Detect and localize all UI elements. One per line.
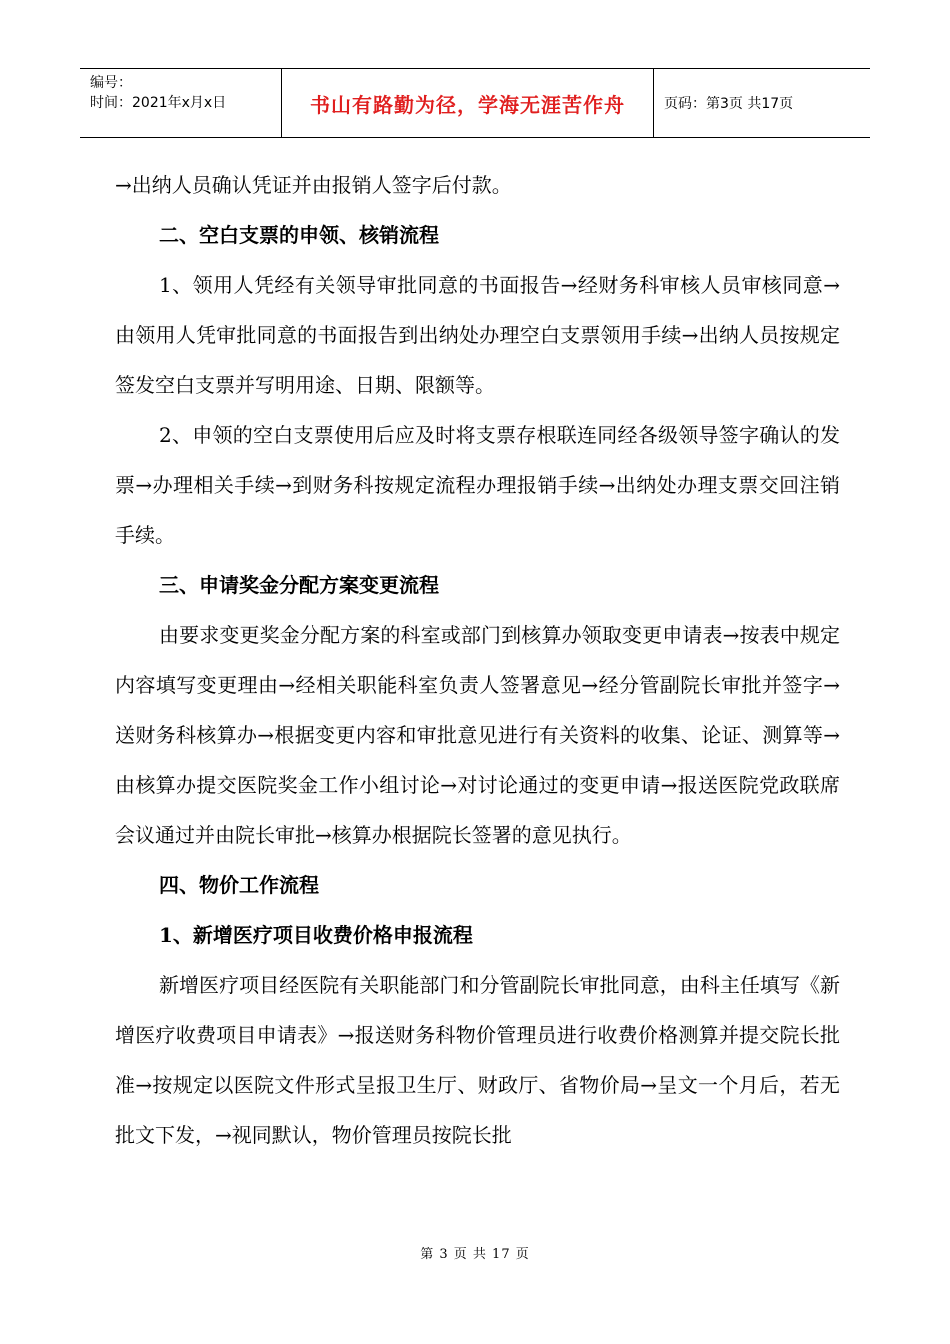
page-header <box>80 68 870 138</box>
body-paragraph: →出纳人员确认凭证并由报销人签字后付款。 <box>115 173 512 197</box>
section-heading: 三、申请奖金分配方案变更流程 <box>159 573 439 597</box>
subsection-heading: 1、新增医疗项目收费价格申报流程 <box>159 923 473 947</box>
header-page-info: 页码：第3页 共17页 <box>664 96 794 112</box>
page-footer <box>0 1243 950 1262</box>
section-heading: 四、物价工作流程 <box>159 873 319 897</box>
header-motto-cell <box>282 69 654 137</box>
header-page-info-cell <box>654 69 870 137</box>
footer-page-number: 第 3 页 共 17 页 <box>420 1247 530 1262</box>
header-motto: 书山有路勤为径，学海无涯苦作舟 <box>310 92 625 117</box>
document-time-label: 时间：2021年x月x日 <box>90 95 227 111</box>
body-paragraph: 2、申领的空白支票使用后应及时将支票存根联连同经各级领导签字确认的发票→办理相关手续→到财务科按规定流程办理报销手续→出纳处办理支票交回注销手续。 <box>115 423 840 547</box>
section-heading: 二、空白支票的申领、核销流程 <box>159 223 439 247</box>
body-paragraph: 1、领用人凭经有关领导审批同意的书面报告→经财务科审核人员审核同意→由领用人凭审批同意的书面报告到出纳处办理空白支票领用手续→出纳人员按规定签发空白支票并写明用途、日期、限额等。 <box>115 273 840 397</box>
document-number-label: 编号： <box>90 75 132 91</box>
body-paragraph: 由要求变更奖金分配方案的科室或部门到核算办领取变更申请表→按表中规定内容填写变更理由→经相关职能科室负责人签署意见→经分管副院长审批并签字→送财务科核算办→根据变更内容和审批意见进行有关资料的收集、论证、测算等→由核算办提交医院奖金工作小组讨论→对讨论通过的变更申请→报送医院党政联席会议通过并由院长审批→核算办根据院长签署的意见执行。 <box>115 623 840 847</box>
header-meta <box>80 69 282 137</box>
document-body <box>115 160 840 1160</box>
body-paragraph: 新增医疗项目经医院有关职能部门和分管副院长审批同意，由科主任填写《新增医疗收费项目申请表》→报送财务科物价管理员进行收费价格测算并提交院长批准→按规定以医院文件形式呈报卫生厅、财政厅、省物价局→呈文一个月后，若无批文下发，→视同默认，物价管理员按院长批 <box>115 973 840 1147</box>
